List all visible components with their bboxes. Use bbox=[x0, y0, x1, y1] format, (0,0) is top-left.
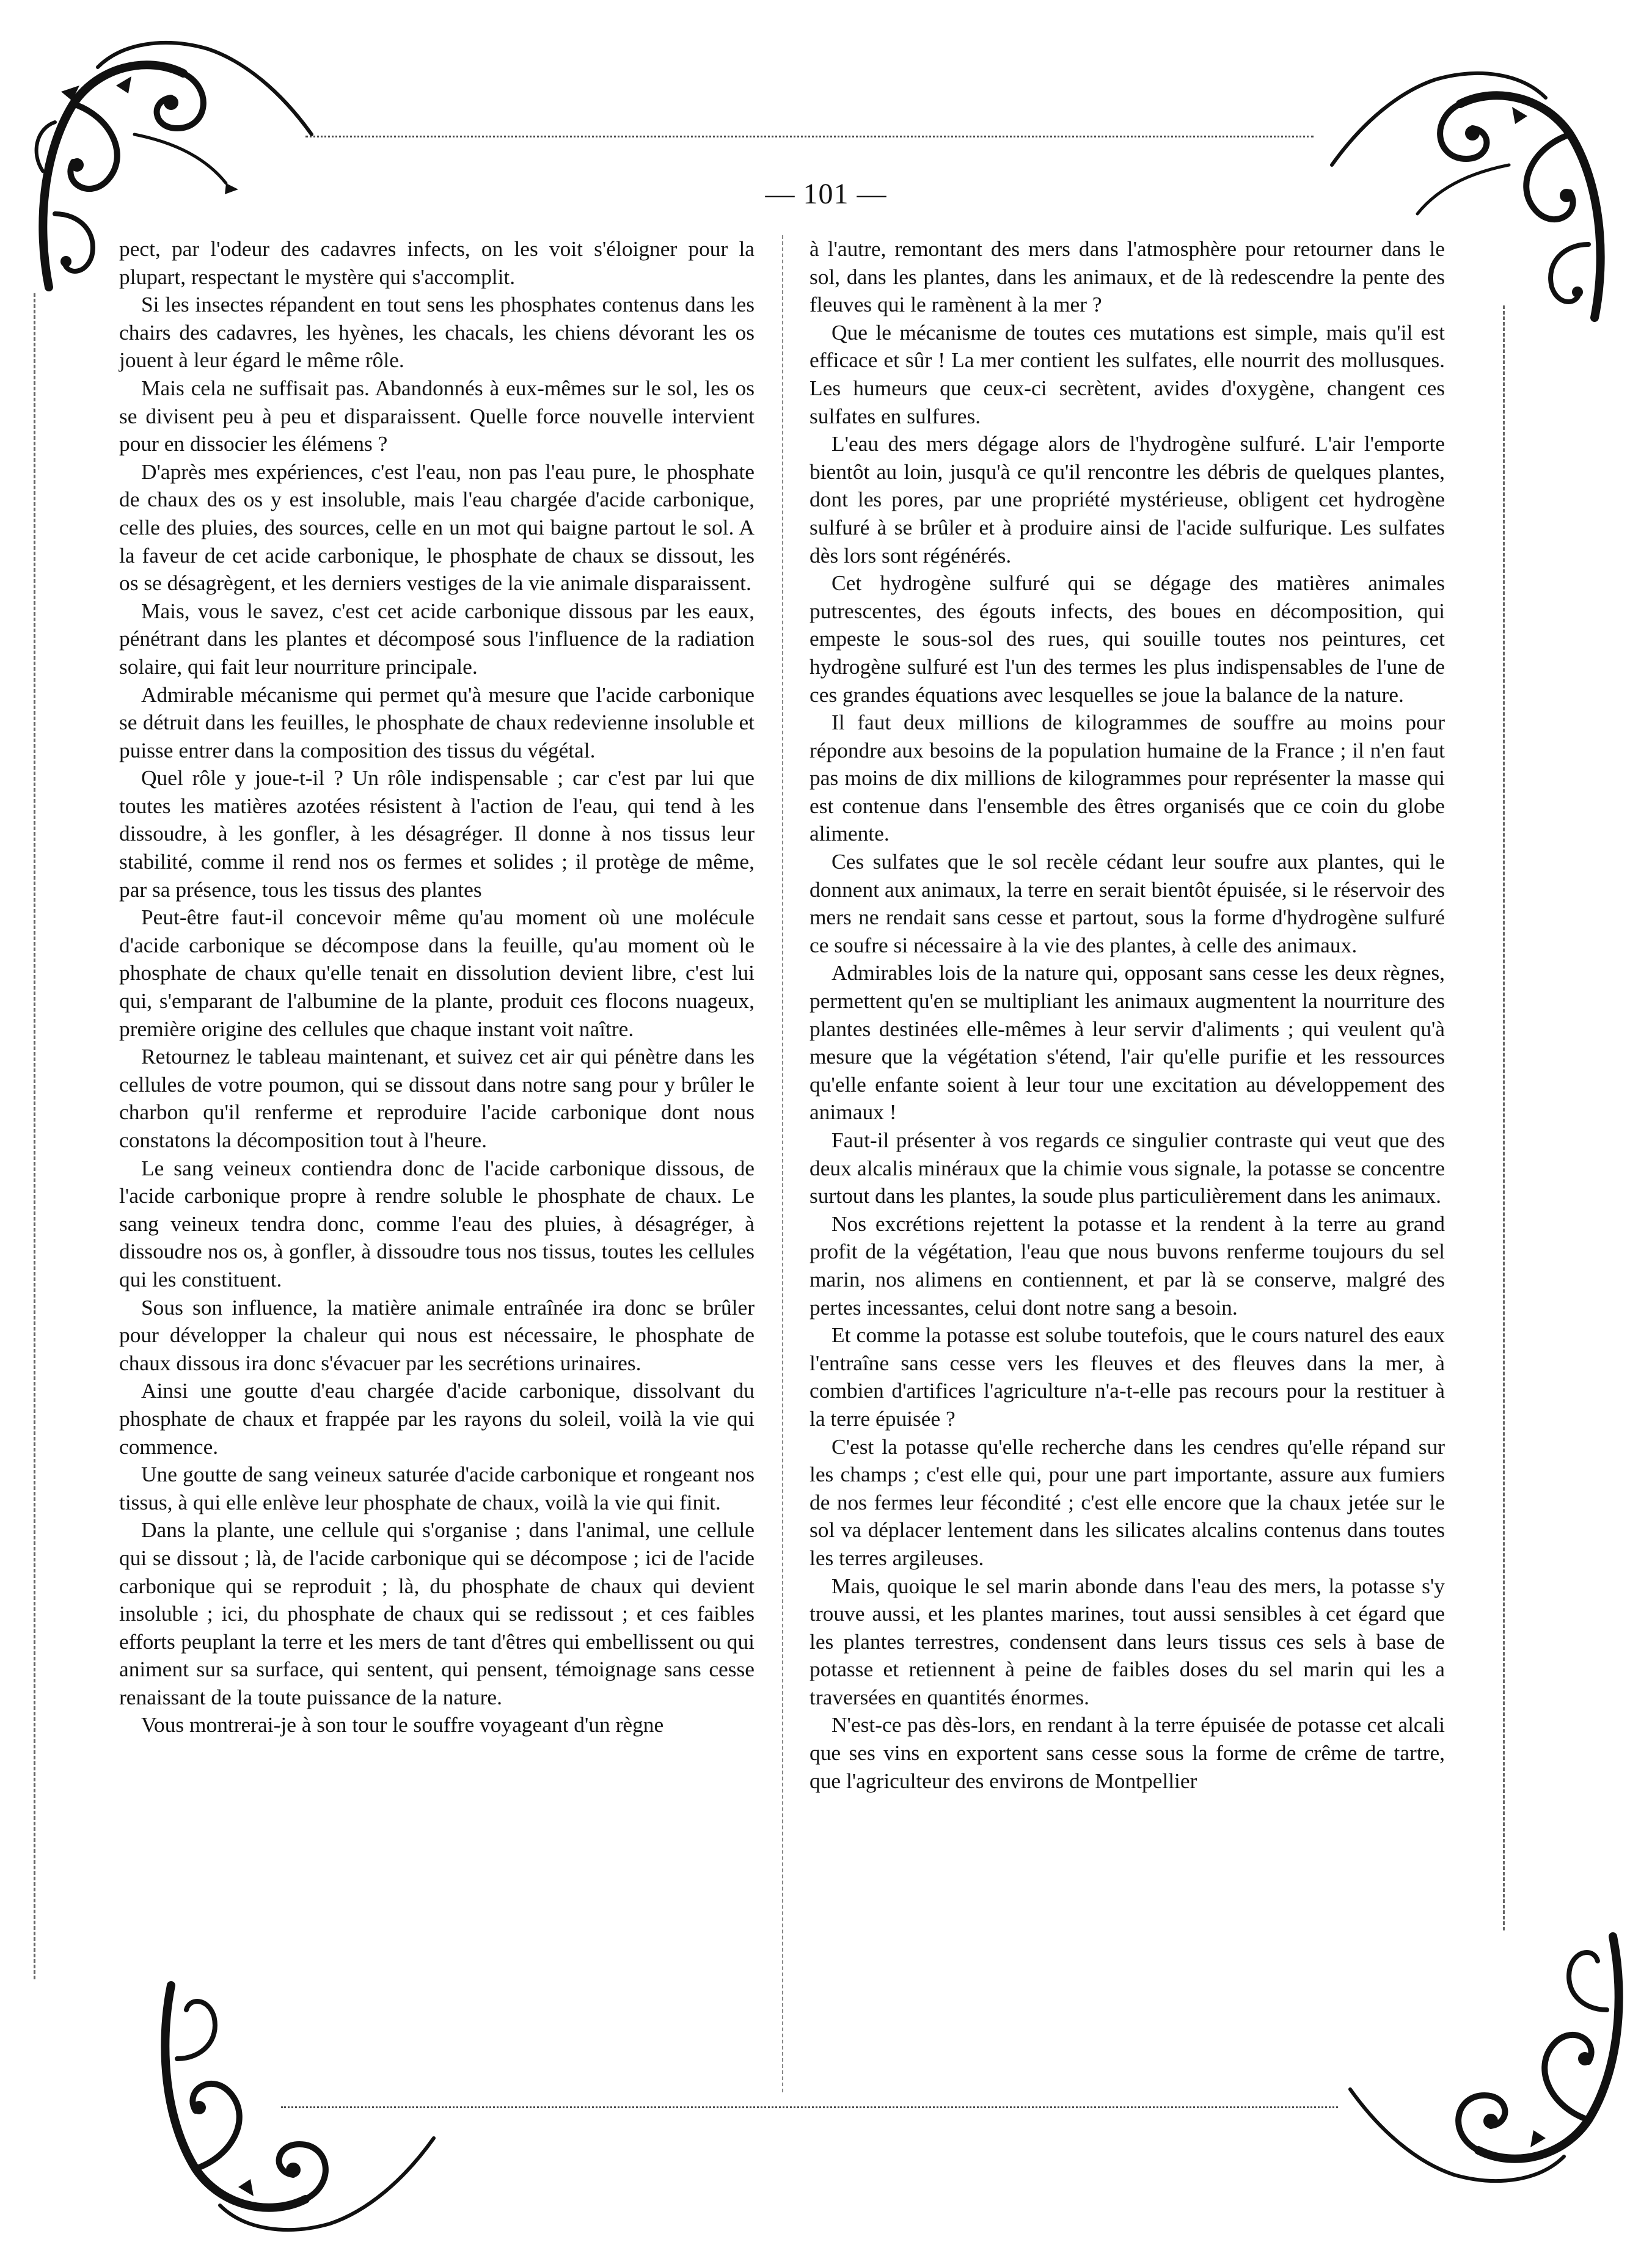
corner-ornament-bottom-right bbox=[1332, 1924, 1637, 2193]
paragraph: C'est la potasse qu'elle recherche dans les cendres qu'elle répand sur les champs ; c'est elle qui, pour une part importante, assure aux fumiers de nos fermes leur fécondité ; c'est elle encore que la chaux jetée sur le sol va déplacer lentement dans les silicates alcalins contenus dans toutes les terres argileuses. bbox=[810, 1434, 1445, 1570]
paragraph: Ces sulfates que le sol recèle cédant leur soufre aux plantes, qui le donnent aux animaux, la terre en serait bientôt épuisée, si le réservoir des mers ne rendait sans cesse et partout, sous la forme d'hydrogène sulfuré ce soufre si nécessaire à la vie des plantes, à celle des animaux. bbox=[810, 849, 1445, 957]
paragraph: Une goutte de sang veineux saturée d'acide carbonique et rongeant nos tissus, à qui elle enlève leur phosphate de chaux, voilà la vie qui finit. bbox=[119, 1462, 755, 1514]
paragraph: D'après mes expériences, c'est l'eau, non pas l'eau pure, le phosphate de chaux des os y est insoluble, mais l'eau chargée d'acide carbonique, celle des pluies, des sources, celle en un mot qui baigne partout le sol. A la faveur de cet acide carbonique, le phosphate de chaux se dissout, les os se désagrègent, et les derniers vestiges de la vie animale disparaissent. bbox=[119, 459, 755, 596]
page-number: — 101 — bbox=[765, 178, 887, 210]
paragraph: Admirable mécanisme qui permet qu'à mesure que l'acide carbonique se détruit dans les feuilles, le phosphate de chaux redevienne insoluble et puisse entrer dans la composition des tissus du végétal. bbox=[119, 682, 755, 762]
paragraph: Dans la plante, une cellule qui s'organise ; dans l'animal, une cellule qui se dissout ; là, de l'acide carbonique qui se décompose ; ici de l'acide carbonique qui se reproduit ; là, du phosphate de chaux qui devient insoluble ; ici, du phosphate de chaux qui se redissout ; et ces faibles efforts peuplant la terre et les mers de tant d'êtres qui embellissent ou qui animent sur sa surface, qui sentent, qui pensent, témoignage sans cesse renaissant de la toute puissance de la nature. bbox=[119, 1517, 755, 1709]
top-border-rule bbox=[305, 136, 1314, 137]
bottom-border-rule bbox=[281, 2106, 1338, 2108]
paragraph: Que le mécanisme de toutes ces mutations est simple, mais qu'il est efficace et sûr ! La mer contient les sulfates, elle nourrit des mollusques. Les humeurs que ceux-ci secrètent, avides d'oxygène, changent ces sulfates en sulfures. bbox=[810, 320, 1445, 428]
paragraph: Sous son influence, la matière animale entraînée ira donc se brûler pour développer la chaleur qui nous est nécessaire, le phosphate de chaux dissous ira donc s'évacuer par les secrétions urinaires. bbox=[119, 1294, 755, 1375]
paragraph: Nos excrétions rejettent la potasse et la rendent à la terre au grand profit de la végétation, l'eau que nous buvons renferme toujours du sel marin, nos alimens en contiennent, et par là se conserve, malgré des pertes incessantes, celui dont notre sang a besoin. bbox=[810, 1211, 1445, 1320]
paragraph: Mais, quoique le sel marin abonde dans l'eau des mers, la potasse s'y trouve aussi, et les plantes marines, tout aussi sensibles à cet égard que les plantes terrestres, condensent dans leurs tissus ces sels à base de potasse et retiennent à peine de faibles doses du sel marin qui les a traversées en quantités énormes. bbox=[810, 1573, 1445, 1709]
paragraph: Mais, vous le savez, c'est cet acide carbonique dissous par les eaux, pénétrant dans les plantes et décomposé sous l'influence de la radiation solaire, qui fait leur nourriture principale. bbox=[119, 598, 755, 679]
right-text-column bbox=[810, 235, 1445, 1795]
paragraph: Il faut deux millions de kilogrammes de souffre au moins pour répondre aux besoins de la population humaine de la France ; il n'en faut pas moins de dix millions de kilogrammes pour représenter la masse qui est contenue dans l'ensemble des êtres organisés que ce coin du globe alimente. bbox=[810, 710, 1445, 846]
paragraph: N'est-ce pas dès-lors, en rendant à la terre épuisée de potasse cet alcali que ses vins en exportent sans cesse sous la forme de crême de tartre, que l'agriculteur des environs de Montpellier bbox=[810, 1712, 1445, 1793]
paragraph: Vous montrerai-je à son tour le souffre voyageant d'un règne bbox=[141, 1712, 664, 1737]
paragraph: pect, par l'odeur des cadavres infects, on les voit s'éloigner pour la plupart, respectant le mystère qui s'accomplit. bbox=[119, 236, 755, 289]
left-text-column bbox=[119, 235, 755, 1739]
paragraph: L'eau des mers dégage alors de l'hydrogène sulfuré. L'air l'emporte bientôt au loin, jusqu'à ce qu'il rencontre les débris de quelques plantes, dont les pores, par une propriété mystérieuse, obligent cet hydrogène sulfuré à se brûler et à produire ainsi de l'acide sulfurique. Les sulfates dès lors sont régénérés. bbox=[810, 431, 1445, 568]
paragraph: Quel rôle y joue-t-il ? Un rôle indispensable ; car c'est par lui que toutes les matières azotées résistent à l'action de l'eau, qui tend à les dissoudre, à les gonfler, à les désagréger. Il donne à nos tissus leur stabilité, comme il rend nos os fermes et solides ; il protège de même, par sa présence, tous les tissus des plantes bbox=[119, 765, 755, 902]
paragraph: Faut-il présenter à vos regards ce singulier contraste qui veut que des deux alcalis minéraux que la chimie vous signale, la potasse se concentre surtout dans les plantes, la soude plus particulièrement dans les animaux. bbox=[810, 1128, 1445, 1208]
paragraph: Retournez le tableau maintenant, et suivez cet air qui pénètre dans les cellules de votre poumon, qui se dissout dans notre sang pour y brûler le charbon qu'il renferme et reproduire l'acide carbonique dont nous constatons la décomposition tout à l'heure. bbox=[119, 1044, 755, 1152]
column-divider bbox=[782, 235, 783, 2092]
paragraph: Admirables lois de la nature qui, opposant sans cesse les deux règnes, permettent qu'en se multipliant les animaux augmentent la nourriture des plantes destinées elle-mêmes à leur servir d'aliments ; qui veulent qu'à mesure que la végétation s'étend, l'air qu'elle purifie et les ressources qu'elle enfante soient à leur tour une excitation au développement des animaux ! bbox=[810, 960, 1445, 1125]
right-border-rule bbox=[1503, 305, 1505, 1930]
paragraph: Cet hydrogène sulfuré qui se dégage des matières animales putrescentes, des égouts infects, des boues en décomposition, qui empeste le sous-sol des rues, qui souille toutes nos peintures, cet hydrogène sulfuré est l'un des termes les plus indispensables de l'une de ces grandes équations avec lesquelles se joue la balance de la nature. bbox=[810, 571, 1445, 707]
paragraph: Et comme la potasse est solube toutefois, que le cours naturel des eaux l'entraîne sans cesse vers les fleuves et des fleuves dans la mer, à combien d'artifices l'agriculture n'a-t-elle pas recours pour la restituer à la terre épuisée ? bbox=[810, 1323, 1445, 1431]
left-border-rule bbox=[34, 293, 35, 1979]
paragraph: Si les insectes répandent en tout sens les phosphates contenus dans les chairs des cadavres, les hyènes, les chacals, les chiens dévorant les os jouent à leur égard le même rôle. bbox=[119, 292, 755, 373]
paragraph: à l'autre, remontant des mers dans l'atmosphère pour retourner dans le sol, dans les plantes, dans les animaux, et de là redescendre la pente des fleuves qui le ramènent à la mer ? bbox=[810, 236, 1445, 317]
baroque-scroll-ornament-icon bbox=[1332, 1924, 1637, 2193]
paragraph: Ainsi une goutte d'eau chargée d'acide carbonique, dissolvant du phosphate de chaux et frappée par les rayons du soleil, voilà la vie qui commence. bbox=[119, 1378, 755, 1459]
paragraph: Peut-être faut-il concevoir même qu'au moment où une molécule d'acide carbonique se décompose dans la feuille, qu'au moment où le phosphate de chaux qu'elle tenait en dissolution devient libre, c'est lui qui, s'emparant de l'albumine de la plante, produit ces flocons nuageux, première origine des cellules que chaque instant voit naître. bbox=[119, 905, 755, 1041]
paragraph: Le sang veineux contiendra donc de l'acide carbonique dissous, de l'acide carbonique propre à rendre soluble le phosphate de chaux. Le sang veineux tendra donc, comme l'eau des pluies, à désagréger, à dissoudre nos os, à gonfler, à dissoudre tous nos tissus, toutes les cellules qui les constituent. bbox=[119, 1155, 755, 1291]
paragraph: Mais cela ne suffisait pas. Abandonnés à eux-mêmes sur le sol, les os se divisent peu à peu et disparaissent. Quelle force nouvelle intervient pour en dissocier les élémens ? bbox=[119, 375, 755, 456]
